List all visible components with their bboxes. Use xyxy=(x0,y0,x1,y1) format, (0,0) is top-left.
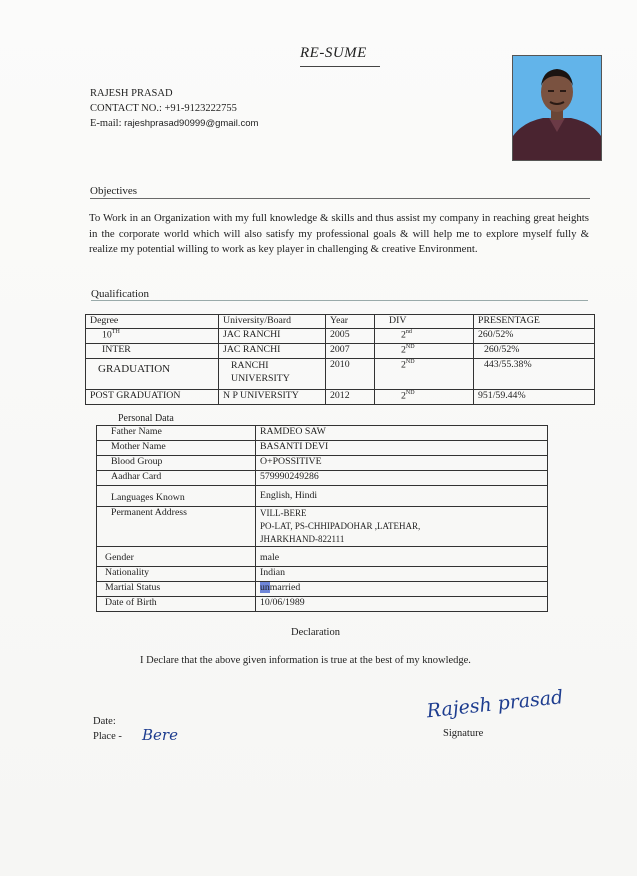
qualification-table xyxy=(85,314,595,405)
header-div: DIV xyxy=(375,315,474,329)
father-name-label: Father Name xyxy=(97,426,256,441)
declaration-heading: Declaration xyxy=(291,627,340,638)
address-line: VILL-BERE xyxy=(260,508,307,518)
gender-value: male xyxy=(256,547,548,567)
languages-value: English, Hindi xyxy=(256,486,548,507)
blood-group-label: Blood Group xyxy=(97,456,256,471)
father-name-value: RAMDEO SAW xyxy=(256,426,548,441)
div-cell: 2ND xyxy=(375,390,474,405)
blood-group-value: O+POSSITIVE xyxy=(256,456,548,471)
header-degree: Degree xyxy=(86,315,219,329)
table-row xyxy=(97,507,548,547)
board-cell: JAC RANCHI xyxy=(219,344,326,359)
marital-status-label: Martial Status xyxy=(97,582,256,597)
table-row xyxy=(86,359,595,390)
year-cell: 2012 xyxy=(326,390,375,405)
mother-name-label: Mother Name xyxy=(97,441,256,456)
place-label: Place - xyxy=(93,731,122,742)
address-value xyxy=(256,507,548,547)
table-row xyxy=(97,426,548,441)
objectives-text: To Work in an Organization with my full knowledge & skills and thus assist my company in reaching great heights in the corporate world which will also satisfy my professional goals & will help me to explore myself fully & realize my potential willing to work as key player in challenging & creative Environment. xyxy=(89,212,589,255)
table-row xyxy=(97,567,548,582)
aadhar-value: 579990249286 xyxy=(256,471,548,486)
degree-cell: 10TH xyxy=(86,329,219,344)
board-cell: N P UNIVERSITY xyxy=(219,390,326,405)
percentage-cell: 260/52% xyxy=(474,344,595,359)
percentage-cell: 443/55.38% xyxy=(474,359,595,390)
applicant-name: RAJESH PRASAD xyxy=(90,88,173,99)
marital-status-highlight: un xyxy=(260,582,270,593)
qualification-header-row xyxy=(86,315,595,329)
phone-line xyxy=(90,101,258,116)
table-row xyxy=(86,390,595,405)
dob-label: Date of Birth xyxy=(97,597,256,612)
declaration-text: I Declare that the above given information is true at the best of my knowledge. xyxy=(140,655,471,666)
mother-name-value: BASANTI DEVI xyxy=(256,441,548,456)
languages-label: Languages Known xyxy=(97,486,256,507)
phone-value: +91-9123222755 xyxy=(164,103,237,114)
table-row xyxy=(97,456,548,471)
phone-label: CONTACT NO.: xyxy=(90,103,162,114)
objectives-heading: Objectives xyxy=(90,185,138,197)
address-label: Permanent Address xyxy=(97,507,256,547)
year-cell: 2007 xyxy=(326,344,375,359)
date-label: Date: xyxy=(93,716,116,727)
dob-value: 10/06/1989 xyxy=(256,597,548,612)
table-row xyxy=(97,547,548,567)
marital-status-rest: married xyxy=(269,582,301,593)
qualification-heading: Qualification xyxy=(91,288,150,300)
table-row xyxy=(97,486,548,507)
email-label: E-mail: xyxy=(90,118,122,129)
board-cell: JAC RANCHI xyxy=(219,329,326,344)
nationality-label: Nationality xyxy=(97,567,256,582)
personal-data-table xyxy=(96,425,548,612)
degree-cell: POST GRADUATION xyxy=(86,390,219,405)
applicant-photo xyxy=(512,55,602,161)
gender-label: Gender xyxy=(97,547,256,567)
degree-cell: GRADUATION xyxy=(86,359,219,390)
header-university: University/Board xyxy=(219,315,326,329)
signature-glyphs: Rajesh prasad xyxy=(425,686,565,723)
contact-block xyxy=(90,86,258,131)
table-row xyxy=(97,471,548,486)
div-cell: 2ND xyxy=(375,344,474,359)
year-cell: 2005 xyxy=(326,329,375,344)
header-percentage: PRESENTAGE xyxy=(474,315,595,329)
div-cell: 2ND xyxy=(375,359,474,390)
table-row xyxy=(86,329,595,344)
document-title: RE-SUME xyxy=(300,45,367,61)
degree-cell: INTER xyxy=(86,344,219,359)
board-cell: RANCHI UNIVERSITY xyxy=(219,359,326,390)
personal-data-caption: Personal Data xyxy=(118,413,174,424)
place-value: Bere xyxy=(142,726,178,744)
table-row xyxy=(86,344,595,359)
qualification-rule xyxy=(91,300,588,301)
objectives-rule xyxy=(90,198,590,199)
aadhar-label: Aadhar Card xyxy=(97,471,256,486)
percentage-cell: 260/52% xyxy=(474,329,595,344)
percentage-cell: 951/59.44% xyxy=(474,390,595,405)
handwritten-signature xyxy=(422,676,572,724)
address-line: JHARKHAND-822111 xyxy=(260,534,345,544)
header-year: Year xyxy=(326,315,375,329)
email-value: rajeshprasad90999@gmail.com xyxy=(124,118,259,129)
signature-label: Signature xyxy=(443,728,484,739)
nationality-value: Indian xyxy=(256,567,548,582)
email-line xyxy=(90,116,258,131)
table-row xyxy=(97,597,548,612)
year-cell: 2010 xyxy=(326,359,375,390)
table-row xyxy=(97,441,548,456)
div-cell: 2nd xyxy=(375,329,474,344)
marital-status-value xyxy=(256,582,548,597)
photo-illustration xyxy=(513,56,601,160)
address-line: PO-LAT, PS-CHHIPADOHAR ,LATEHAR, xyxy=(260,521,421,531)
table-row xyxy=(97,582,548,597)
title-underline xyxy=(300,66,380,67)
